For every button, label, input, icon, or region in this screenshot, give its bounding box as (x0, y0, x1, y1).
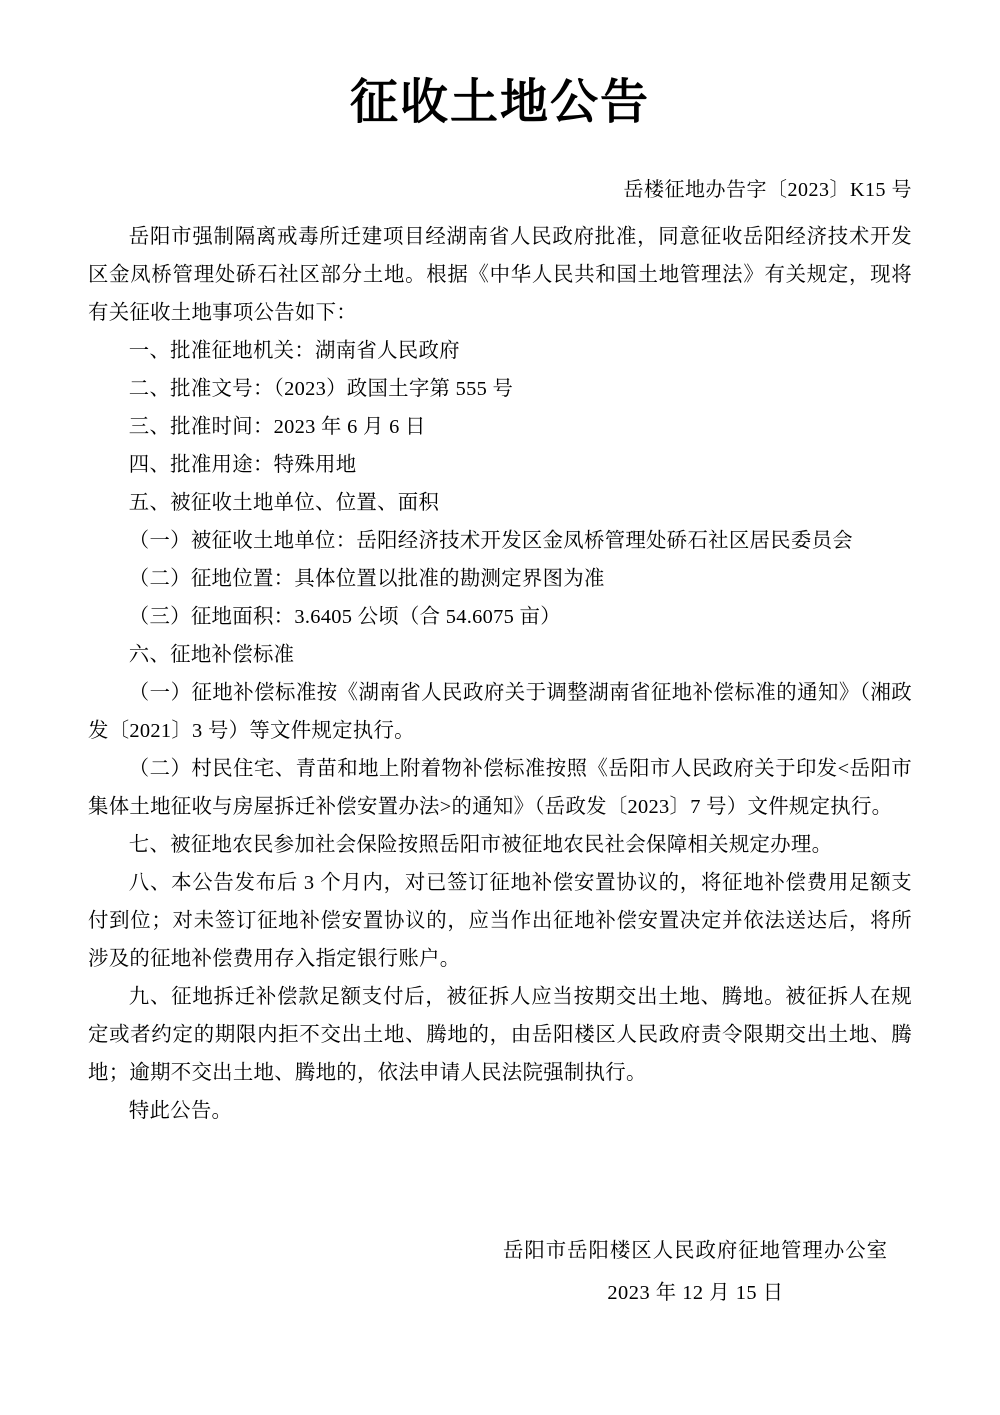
issue-date: 2023 年 12 月 15 日 (607, 1282, 784, 1304)
item-5-1-land-unit: （一）被征收土地单位：岳阳经济技术开发区金凤桥管理处硚石社区居民委员会 (128, 530, 853, 552)
item-6-2-housing-compensation: （二）村民住宅、青苗和地上附着物补偿标准按照《岳阳市人民政府关于印发<岳阳市集体土地征收与房屋拆迁补偿安置办法>的通知》（岳政发〔2023〕7 号）文件规定执行。 (88, 758, 912, 818)
item-5-3-land-area: （三）征地面积：3.6405 公顷（合 54.6075 亩） (128, 606, 561, 628)
item-8-compensation-payment: 八、本公告发布后 3 个月内，对已签订征地补偿安置协议的，将征地补偿费用足额支付到位；对未签订征地补偿安置协议的，应当作出征地补偿安置决定并依法送达后，将所涉及的征地补偿费用存入指定银行账户。 (88, 872, 912, 970)
item-3-approval-date: 三、批准时间：2023 年 6 月 6 日 (128, 416, 426, 438)
signature-inner (503, 1230, 888, 1314)
item-9-land-handover: 九、征地拆迁补偿款足额支付后，被征拆人应当按期交出土地、腾地。被征拆人在规定或者约定的期限内拒不交出土地、腾地的，由岳阳楼区人民政府责令限期交出土地、腾地；逾期不交出土地、腾地的，依法申请人民法院强制执行。 (88, 986, 912, 1084)
item-5-2-land-location: （二）征地位置：具体位置以批准的勘测定界图为准 (128, 568, 605, 590)
item-5-heading: 五、被征收土地单位、位置、面积 (128, 492, 440, 514)
closing-statement: 特此公告。 (128, 1100, 233, 1122)
item-7-social-insurance: 七、被征地农民参加社会保险按照岳阳市被征地农民社会保障相关规定办理。 (128, 834, 833, 856)
intro-paragraph: 岳阳市强制隔离戒毒所迁建项目经湖南省人民政府批准，同意征收岳阳经济技术开发区金凤桥管理处硚石社区部分土地。根据《中华人民共和国土地管理法》有关规定，现将有关征收土地事项公告如下： (88, 226, 912, 324)
signature-block (88, 1230, 912, 1314)
reference-number: 岳楼征地办告字〔2023〕K15 号 (623, 179, 912, 201)
item-2-approval-number: 二、批准文号：（2023）政国土字第 555 号 (128, 378, 514, 400)
item-4-approved-use: 四、批准用途：特殊用地 (128, 454, 357, 476)
item-1-approval-authority: 一、批准征地机关：湖南省人民政府 (128, 340, 460, 362)
item-6-heading: 六、征地补偿标准 (128, 644, 295, 666)
issuing-office: 岳阳市岳阳楼区人民政府征地管理办公室 (502, 1240, 888, 1262)
item-6-1-compensation-standard: （一）征地补偿标准按《湖南省人民政府关于调整湖南省征地补偿标准的通知》（湘政发〔2021〕3 号）等文件规定执行。 (88, 682, 912, 742)
document-body (88, 218, 912, 1130)
document-title: 征收土地公告 (349, 76, 650, 129)
